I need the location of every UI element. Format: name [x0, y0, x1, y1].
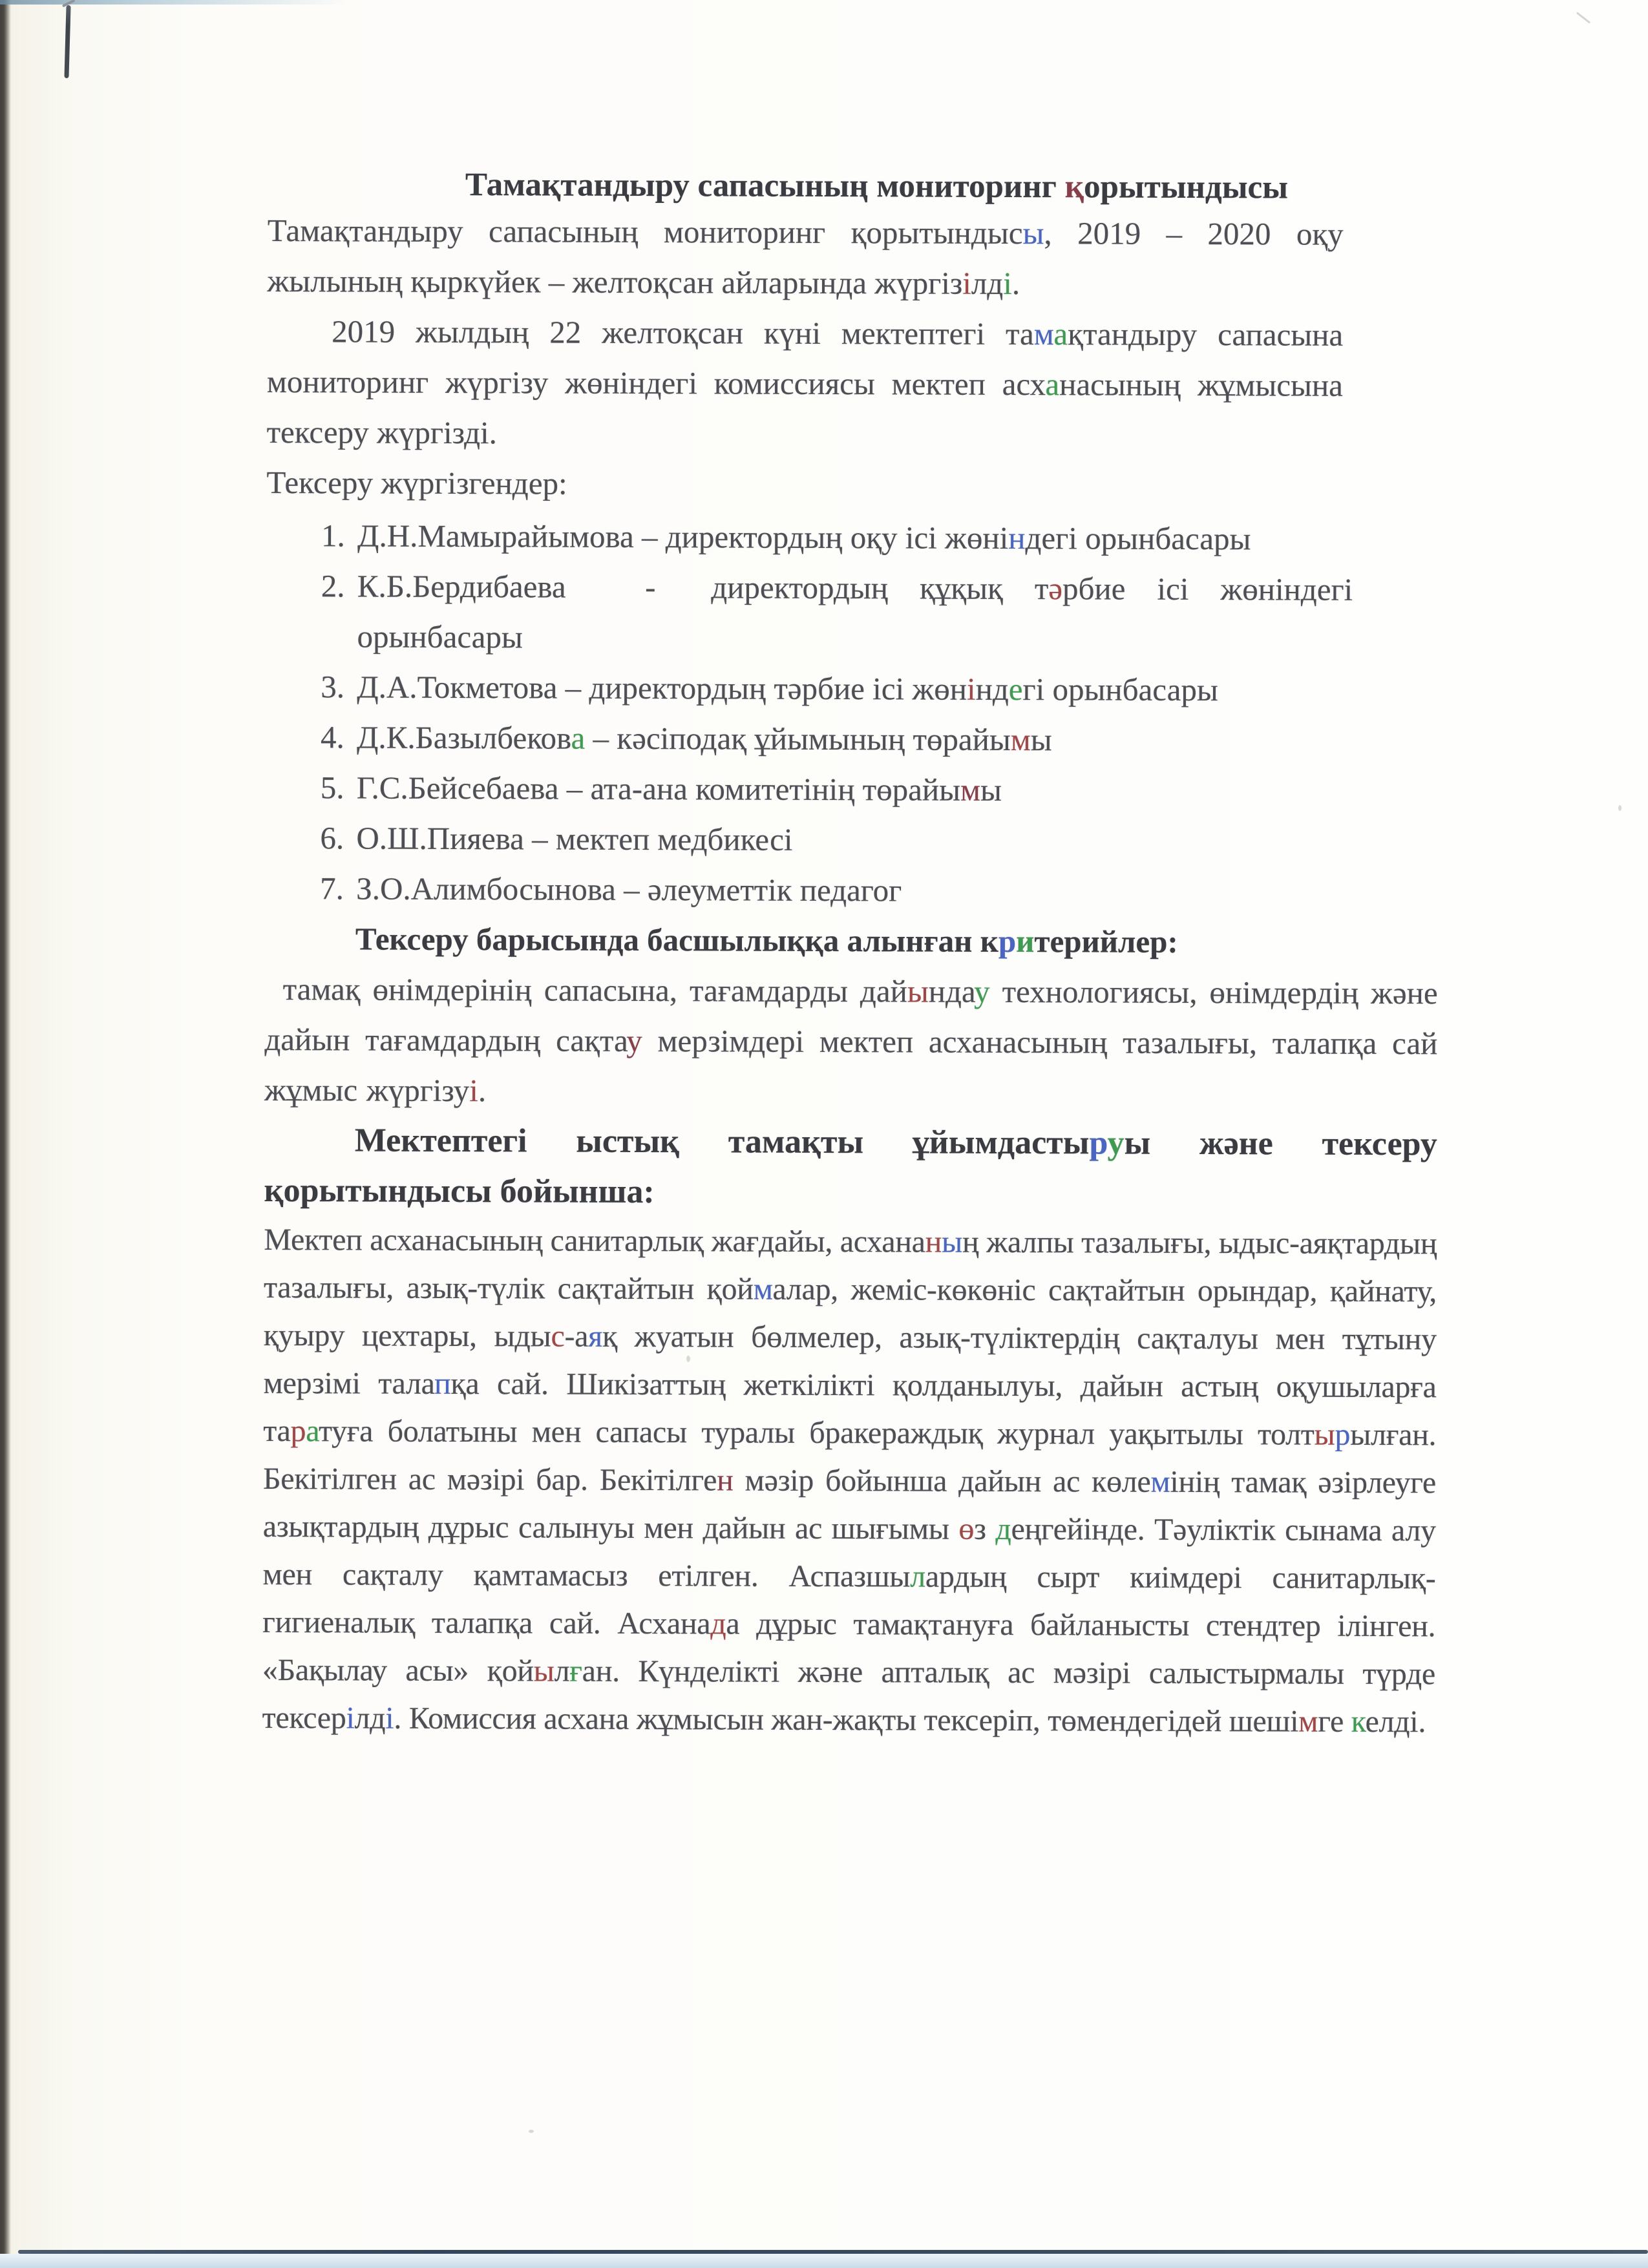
list-item-text: З.О.Алимбосынова – әлеуметтік педагог [356, 870, 902, 908]
list-item-text: Д.Н.Мамырайымова – директордың оқу ісі жөніндегі орынбасары [357, 518, 1251, 557]
scan-speck [1576, 12, 1590, 23]
list-item-number: 4. [320, 719, 344, 755]
bottom-scan-band [0, 2254, 1648, 2268]
list-item-number: 7. [320, 870, 344, 907]
list-item-text: Г.С.Бейсебаева – ата-ана комитетінің төрайымы [356, 770, 1002, 808]
list-item-number: 3. [321, 669, 345, 705]
inspectors-label: Тексеру жүргізгендер: [266, 464, 567, 501]
scan-speck [1618, 805, 1622, 811]
criteria-heading: Тексеру барысында басшылыққа алынған критерийлер: [355, 921, 1178, 960]
intro-paragraph: Тамақтандыру сапасының мониторинг қорытындысы, 2019 – 2020 оқу жылының қыркүйек – желтоқсан айларында жүргізілді. [267, 212, 1344, 302]
conclusion-paragraph: Мектеп асханасының санитарлық жағдайы, асхананың жалпы тазалығы, ыдыс-аяқтардың тазалығы, азық-түлік сақтайтын қоймалар, жеміс-көкөніс сақтайтын орындар, қайнату, қуыру цехтары, ыдыс-аяқ жуатын бөлмелер, азық-түліктердің сақталуы мен тұтыну мерзімі талапқа сай. Шикізаттың жеткілікті қолданылуы, дайын астың оқушыларға таратуға болатыны мен сапасы туралы бракераждық журнал уақытылы толтырылған. Бекітілген ас мәзірі бар. Бекітілген мәзір бойынша дайын ас көлемінің тамақ әзірлеуге азықтардың дұрыс салынуы мен дайын ас шығымы өз деңгейінде. Тәуліктік сынама алу мен сақталу қамтамасыз етілген. Аспазшылардың сырт киімдері санитарлық- гигиеналық талапқа сай. Асханада дұрыс тамақтануға байланысты стендтер ілінген. «Бақылау асы» қойылған. Күнделікті және апталық ас мәзірі салыстырмалы түрде тексерілді. Комиссия асхана жұмысын жан-жақты тексеріп, төмендегідей шешімге келді. [262, 1222, 1437, 1739]
list-item-text: К.Б.Бердибаева - директордың құқық тәрбие ісі жөніндегі орынбасары [357, 568, 1353, 655]
conclusion-heading: Мектептегі ыстық тамақты ұйымдастыруы және тексеру қорытындысы бойынша: [264, 1122, 1437, 1211]
list-item-text: О.Ш.Пияева – мектеп медбикесі [356, 820, 793, 857]
list-item-number: 2. [321, 568, 345, 604]
list-item [266, 510, 1439, 565]
list-item-text: Д.К.Базылбекова – кәсіподақ ұйымының төрайымы [356, 719, 1052, 758]
list-item [266, 561, 1439, 666]
left-scan-edge-shadow [0, 0, 11, 2268]
list-item [265, 813, 1438, 867]
criteria-paragraph: тамақ өнімдерінің сапасына, тағамдарды дайындау технологиясы, өнімдердің және дайын тағамдардың сақтау мерзімдері мектеп асханасының тазалығы, талапқа сай жұмыс жүргізуі. [264, 971, 1438, 1109]
list-item [266, 662, 1439, 716]
document-title: Тамақтандыру сапасының мониторинг қорытындысы [465, 167, 1289, 206]
list-item [265, 863, 1438, 918]
list-item-number: 5. [320, 770, 344, 806]
list-item-number: 6. [320, 820, 344, 856]
list-item-text: Д.А.Токметова – директордың тәрбие ісі жөніндегі орынбасары [357, 669, 1218, 708]
list-item [266, 712, 1439, 766]
inspection-date-paragraph: 2019 жылдың 22 желтоқсан күні мектептегі тамақтандыру сапасына мониторинг жүргізу жөніндегі комиссиясы мектеп асханасының жұмысына тексеру жүргізді. [266, 313, 1344, 451]
pen-mark-artifact [64, 5, 70, 78]
list-item [266, 762, 1439, 817]
list-item-number: 1. [321, 518, 345, 554]
document-content [262, 0, 1441, 1746]
scan-speck [529, 2130, 534, 2133]
inspectors-list [265, 510, 1439, 918]
